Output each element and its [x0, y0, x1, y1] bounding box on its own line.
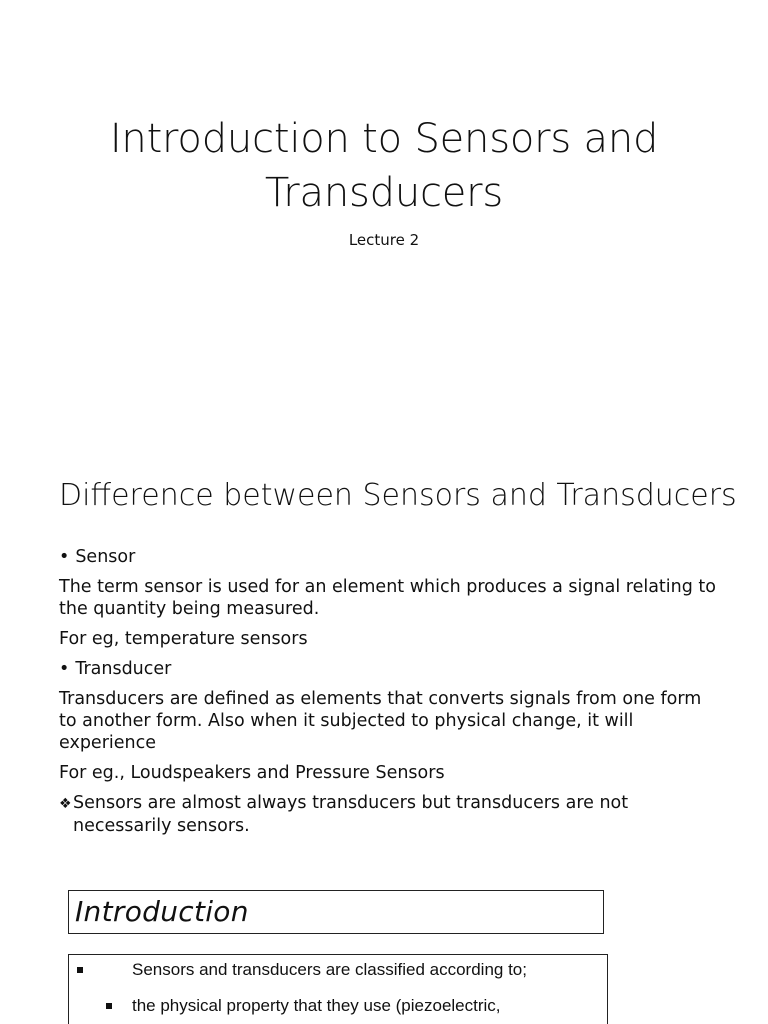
square-bullet-icon	[106, 1003, 112, 1009]
sensor-definition: The term sensor is used for an element which produces a signal relating to the quantity being measured.	[59, 577, 716, 619]
slide-body	[59, 546, 719, 845]
bullet-transducer	[59, 658, 719, 680]
transducer-definition: Transducers are defined as elements that converts signals from one form to another form. Also when it subjected to physical change, it will experience	[59, 689, 702, 753]
intro-title: Introduction	[75, 895, 249, 928]
bullet-sensor-label: Sensor	[75, 547, 136, 567]
slide-title	[0, 0, 768, 440]
note-paragraph	[59, 792, 719, 837]
intro-content-box	[68, 954, 608, 1024]
intro-item: the physical property that they use (piezoelectric,	[132, 996, 501, 1015]
slide-introduction	[0, 860, 768, 1024]
bullet-sensor	[59, 546, 719, 568]
intro-title-box	[68, 890, 604, 934]
diamond-bullet-icon: ❖	[59, 796, 72, 812]
bullet-transducer-label: Transducer	[75, 659, 172, 679]
intro-item: Sensors and transducers are classified according to;	[132, 960, 527, 979]
sensor-example: For eg, temperature sensors	[59, 629, 308, 649]
transducer-example: For eg., Loudspeakers and Pressure Sensors	[59, 763, 445, 783]
slide-difference	[0, 440, 768, 860]
slide-title-heading: Introduction to Sensors and Transducers	[109, 116, 659, 216]
square-bullet-icon	[77, 967, 83, 973]
slide-heading: Difference between Sensors and Transducers	[59, 478, 737, 513]
note-text: Sensors are almost always transducers but transducers are not necessarily sensors.	[73, 793, 629, 836]
slide-subtitle: Lecture 2	[348, 231, 420, 249]
